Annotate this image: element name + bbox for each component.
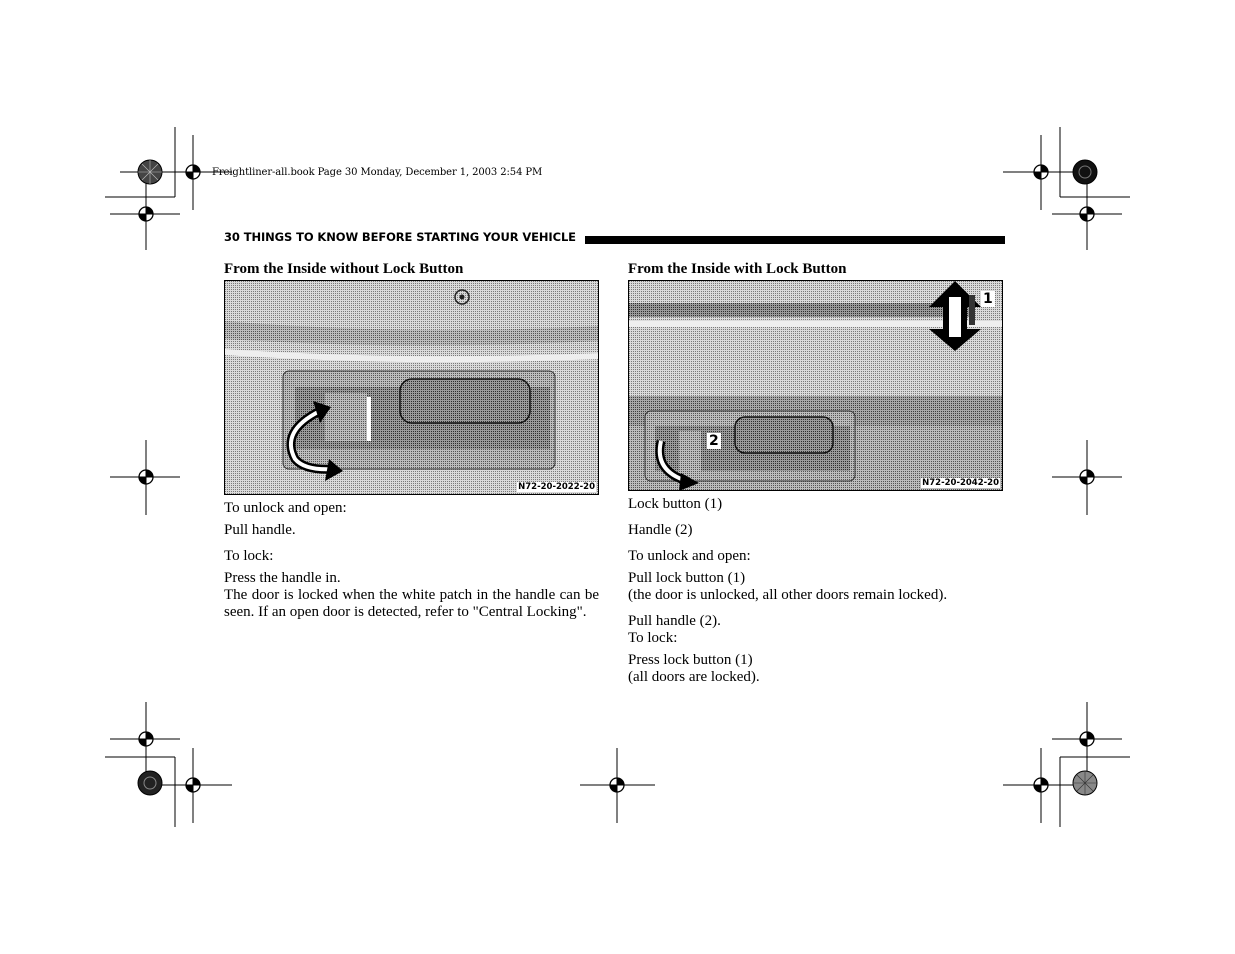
instruction-text: Pull handle. <box>224 522 296 538</box>
door-handle-figure <box>224 280 599 495</box>
section-heading: From the Inside without Lock Button <box>224 261 464 277</box>
instruction-text: To unlock and open: <box>224 500 347 516</box>
instruction-text: To lock: <box>224 548 274 564</box>
instruction-text: To unlock and open: <box>628 548 751 564</box>
instruction-text: Handle (2) <box>628 522 693 538</box>
door-handle-illustration <box>225 281 599 495</box>
door-lock-illustration <box>629 281 1003 491</box>
instruction-text: Pull handle (2). <box>628 613 721 629</box>
figure-code: N72-20-2022-20 <box>518 482 595 492</box>
instruction-text: Press the handle in. <box>224 570 341 586</box>
running-head: 30 THINGS TO KNOW BEFORE STARTING YOUR VEHICLE <box>224 230 576 244</box>
instruction-text: Press lock button (1) <box>628 652 753 668</box>
figure-code: N72-20-2042-20 <box>922 478 999 488</box>
book-slug: Freightliner-all.book Page 30 Monday, December 1, 2003 2:54 PM <box>212 167 543 178</box>
instruction-text: Pull lock button (1) <box>628 570 746 586</box>
door-lock-figure <box>628 280 1003 491</box>
callout-lock-button: 1 <box>983 291 993 307</box>
instruction-text: Lock button (1) <box>628 496 723 512</box>
callout-handle: 2 <box>709 433 719 449</box>
instruction-text: (the door is unlocked, all other doors remain locked). <box>628 587 948 603</box>
instruction-text: To lock: <box>628 630 678 646</box>
header-rule <box>585 236 1005 244</box>
left-column <box>224 261 599 621</box>
right-column <box>628 261 1003 686</box>
instruction-text: (all doors are locked). <box>628 669 760 685</box>
section-heading: From the Inside with Lock Button <box>628 261 847 277</box>
instruction-text: The door is locked when the white patch in the handle can be seen. If an open door is detected, refer to "Central Locking". <box>224 587 599 620</box>
